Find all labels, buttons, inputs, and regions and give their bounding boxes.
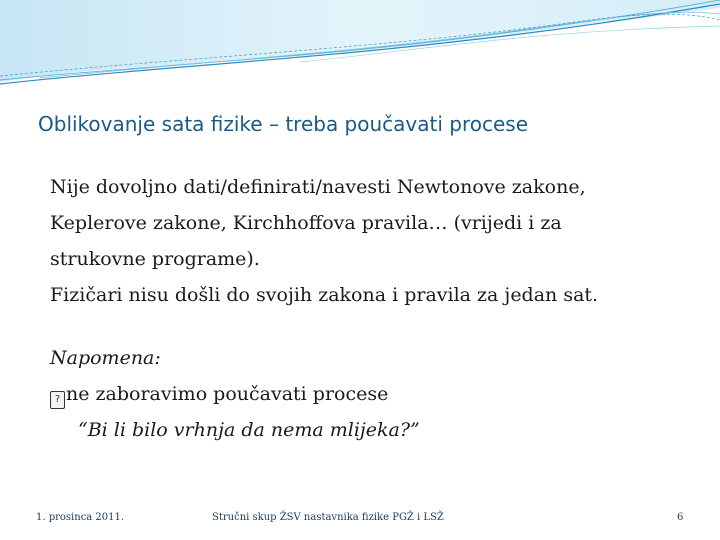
- note-block: [50, 340, 700, 448]
- missing-glyph-icon: ?: [50, 391, 65, 409]
- footer-page-number: 6: [677, 512, 684, 523]
- slide-title: Oblikovanje sata fizike – treba poučavati procese: [38, 112, 528, 136]
- body-line: Keplerove zakone, Kirchhoffova pravila… (vrijedi i za: [50, 212, 562, 234]
- note-heading: Napomena:: [50, 347, 161, 369]
- body-line: Fizičari nisu došli do svojih zakona i pravila za jedan sat.: [50, 284, 599, 306]
- note-bullet: [50, 376, 700, 412]
- body-line: Nije dovoljno dati/definirati/navesti Newtonove zakone,: [50, 176, 586, 198]
- footer-date: 1. prosinca 2011.: [36, 512, 125, 523]
- footer-event: Stručni skup ŽSV nastavnika fizike PGŽ i LSŽ: [212, 512, 444, 523]
- note-bullet-text: ne zaboravimo poučavati procese: [66, 383, 389, 405]
- body-line: strukovne programe).: [50, 248, 260, 270]
- body-text: [50, 169, 700, 313]
- note-quote: “Bi li bilo vrhnja da nema mlijeka?”: [78, 419, 420, 441]
- header-wave-decoration: [0, 0, 720, 90]
